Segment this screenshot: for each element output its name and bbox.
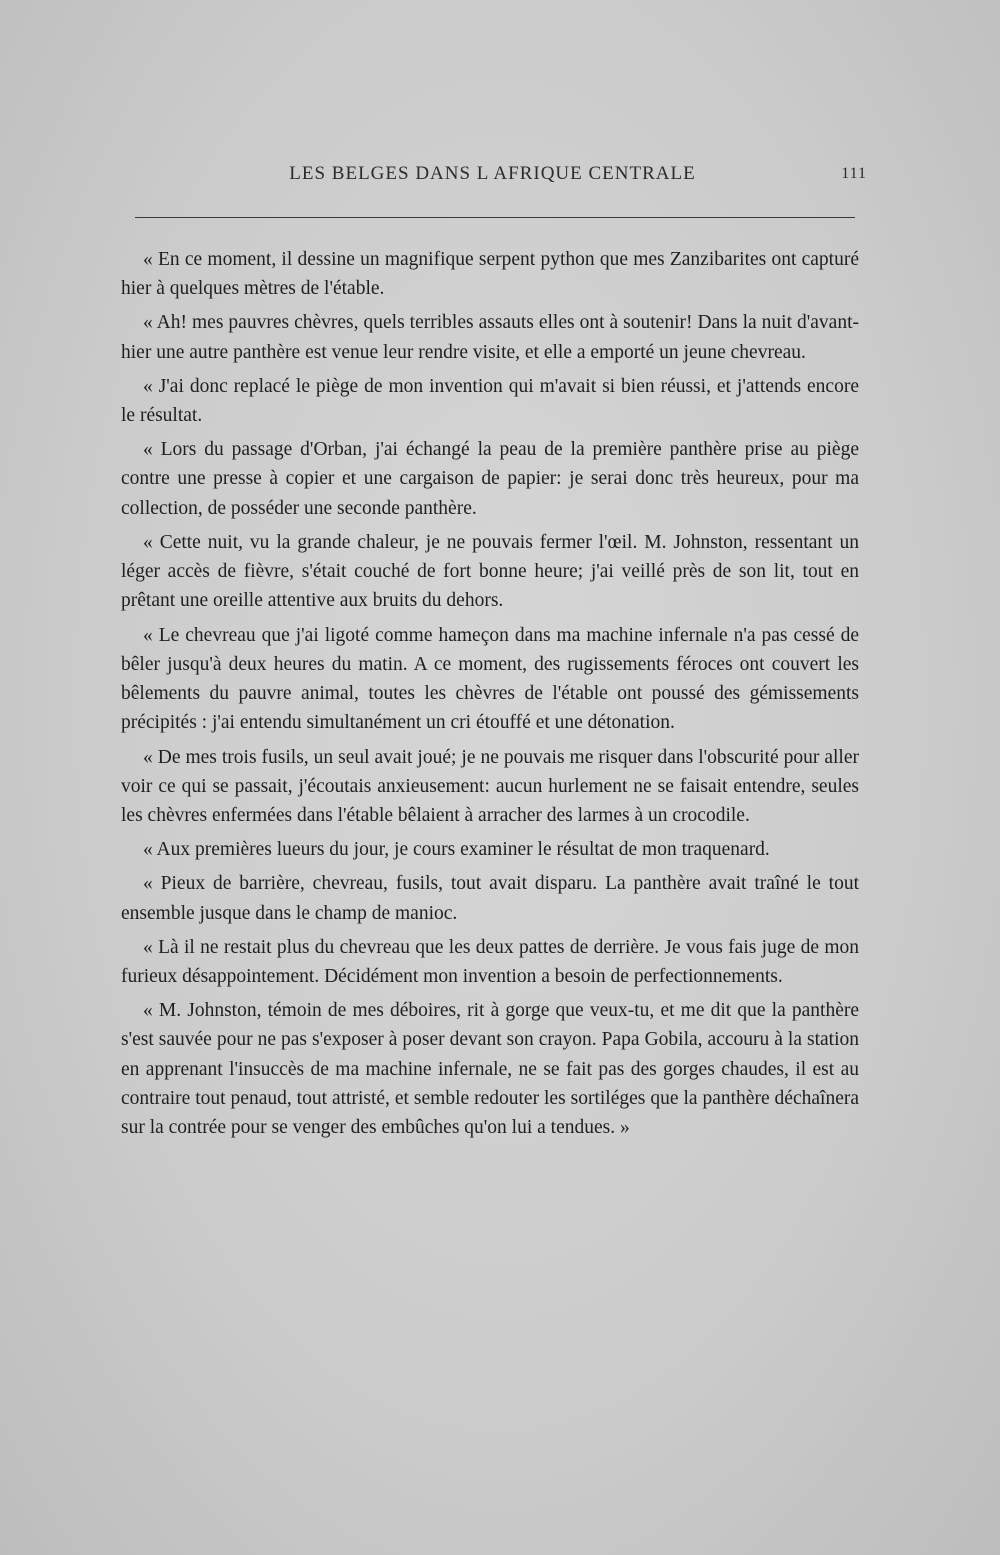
- page-number: 111: [841, 165, 867, 182]
- paragraph: « Le chevreau que j'ai ligoté comme hameçon dans ma machine infernale n'a pas cessé de bêler jusqu'à deux heures du matin. A ce moment, des rugissements féroces ont couvert les bêlements du pauvre animal, toutes les chèvres de l'étable ont poussé des gémissements précipités : j'ai entendu simultanément un cri étouffé et une détonation.: [121, 624, 859, 734]
- paragraph: « De mes trois fusils, un seul avait joué; je ne pouvais me risquer dans l'obscurité pour aller voir ce qui se passait, j'écoutais anxieusement: aucun hurlement ne se faisait entendre, seules les chèvres enfermées dans l'étable bêlaient à arracher des larmes à un crocodile.: [121, 746, 859, 827]
- header-rule: [135, 217, 855, 218]
- paragraph: « Ah! mes pauvres chèvres, quels terribles assauts elles ont à soutenir! Dans la nuit d'avant-hier une autre panthère est venue leur rendre visite, et elle a emporté un jeune chevreau.: [121, 312, 859, 363]
- paragraph: « Lors du passage d'Orban, j'ai échangé la peau de la première panthère prise au piège contre une presse à copier et une cargaison de papier: je serai donc très heureux, pour ma collection, de posséder une seconde panthère.: [121, 439, 859, 519]
- paragraph: « En ce moment, il dessine un magnifique serpent python que mes Zanzibarites ont capturé hier à quelques mètres de l'étable.: [121, 249, 859, 300]
- paragraph: « Cette nuit, vu la grande chaleur, je ne pouvais fermer l'œil. M. Johnston, ressentant un léger accès de fièvre, s'était couché de fort bonne heure; j'ai veillé près de son lit, tout en prêtant une oreille attentive aux bruits du dehors.: [121, 531, 859, 612]
- body-text: [121, 245, 859, 1147]
- paragraph: « Pieux de barrière, chevreau, fusils, tout avait disparu. La panthère avait traîné le tout ensemble jusque dans le champ de manioc.: [121, 873, 859, 924]
- paragraph: « Aux premières lueurs du jour, je cours examiner le résultat de mon traquenard.: [143, 839, 770, 861]
- paragraph: « M. Johnston, témoin de mes déboires, rit à gorge que veux-tu, et me dit que la panthère s'est sauvée pour ne pas s'exposer à poser devant son crayon. Papa Gobila, accouru à la station en apprenant l'insuccès de ma machine infernale, ne se fait pas des gorges chaudes, il est au contraire tout penaud, tout attristé, et semble redouter les sortiléges que la panthère déchaînera sur la contrée pour se venger des embûches qu'on lui a tendues. »: [121, 1000, 859, 1139]
- header-title: LES BELGES DANS L AFRIQUE CENTRALE: [289, 163, 696, 184]
- paragraph: « J'ai donc replacé le piège de mon invention qui m'avait si bien réussi, et j'attends encore le résultat.: [121, 375, 859, 427]
- paragraph: « Là il ne restait plus du chevreau que les deux pattes de derrière. Je vous fais juge de mon furieux désappointement. Décidément mon invention a besoin de perfectionnements.: [121, 936, 859, 987]
- running-header: [120, 163, 865, 193]
